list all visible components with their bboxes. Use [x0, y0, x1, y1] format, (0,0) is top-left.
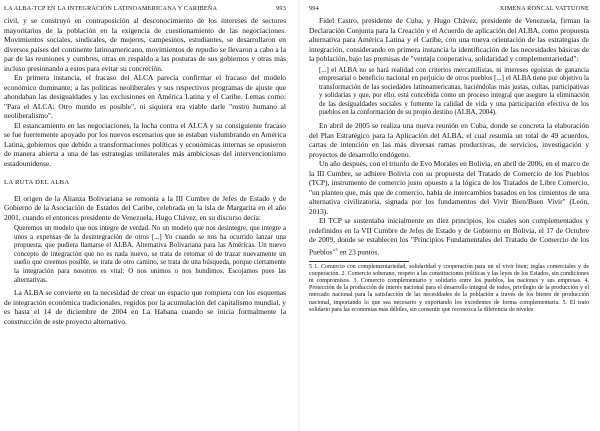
paragraph: civil, y se construyó en contraposición al desconocimiento de los intereses de sectores mayoritarios de la población en la exigencia de cuestionamiento de las negociaciones. Movimientos sociales, sindicales, de mujeres, campesinos, estudiantes, se desarrollaron en diversos países del continente latinoamericano, movimientos de repudio se llevaron a cabo a la par de las reuniones y cumbres, otras en respaldo a las posturas de sus gobiernos y otras más incluso presionando a estos para evitar su concreción. — [4, 16, 286, 73]
paragraph-text: El TCP se sustentaba inicialmente en diez principios, los cuales son complementados y redefinidos en la VII Cumbre de Jefes de Estado y de Gobierno en Bolivia, el 17 de Octubre de 2009, donde se establecen los "Principios Fundamentales del Tratado de Comercio de los Pueblos" — [309, 216, 589, 257]
paragraph: En abril de 2005 se realiza una nueva reunión en Cuba, donde se concreta la elaboración del Plan Estratégico para la Aplicación del ALBA, el cual resumía un total de 49 acuerdos, cartas de intención en las más diversas ramas productivas, de servicios, investigación y proyectos de desarrollo endógeno. — [309, 121, 589, 159]
left-running-title: LA ALBA-TCP EN LA INTEGRACIÓN LATINOAMERICANA Y CARIBEÑA — [4, 5, 218, 12]
paragraph: En primera instancia, el fracaso del ALCA parecía confirmar el fracaso del modelo económico dominante; a las políticas neoliberales y sus respectivos programas de ajuste que ahondaban las desigualdades y las exclusiones en América Latina y el Caribe. Lemas como: "Para el ALCA: Otro mundo es posible", ni siquiera era viable darle "rostro humano al neoliberalismo". — [4, 73, 286, 120]
paragraph — [309, 216, 589, 256]
left-page-header — [4, 4, 286, 13]
block-quote — [14, 225, 286, 285]
left-page-body — [0, 13, 292, 326]
right-running-title: XIMENA RONCAL VATTUONE — [499, 5, 589, 12]
left-page-number: 993 — [276, 5, 286, 12]
quote-text: Queremos un modelo que nos integre de verdad. No un modelo que nos desintegre, que integre a unos a expensas de la desintegración de otros [...] Yo cuando se nos ha ocurrido lanzar una propuesta, que pudiera llamarse el ALBA, Alternativa Bolivariana para las Américas. Un nuevo concepto de integración que no es nada nuevo, se trata de retomar el de trazar nuevamente un sueño que creemos posible, se trata de otro camino, se trata de una búsqueda, porque ciertamente la integración para nosotros es vital: O nos unimos o nos hundimos. Escojamos pues las alternativas. — [14, 225, 286, 284]
block-quote — [319, 67, 589, 119]
paragraph-text-end: en 23 puntos. — [339, 247, 380, 257]
footnote-reference: 5 — [335, 246, 338, 252]
paragraph: La ALBA se convierte en la necesidad de crear un espacio que rompiera con los esquemas de integración económica tradicionales, regidos por la acumulación del capitalismo mundial, y es hasta el 14 de diciembre de 2004 en La Habana cuando se inicia formalmente la construcción de este proyecto alternativo. — [4, 288, 286, 326]
left-page — [0, 0, 292, 431]
paragraph: El origen de la Alianza Bolivariana se remonta a la III Cumbre de Jefes de Estado y de Gobierno de la Asociación de Estados del Caribe, celebrada en la isla de Margarita en el año 2001, cuando el entonces presidente de Venezuela, Hugo Chávez, en su discurso decía: — [4, 193, 286, 222]
footnote: 5 1. Comercio con complementariedad, solidaridad y cooperación para un el vivir bien; reglas comerciales y de cooperación. 2. Comercio soberano, respeto a las constituciones políticas y las leyes de los Estados, sin condiciones ni compromisos. 3. Comercio complementario y solidario entre los pueblos, las naciones y sus empresas. 4. Protección de la producción de interés nacional para el desarrollo integral de todos, privilegio de la producción y el mercado nacional para la satisfacción de las necesidades de la población a través de los bienes de producción nacional, importando lo que sea necesario y exportando los excedentes de forma complementaria. 5. El trato solidario para las economías más débiles, sin consentir que reconozca la diferencia de niveles — [309, 263, 589, 313]
right-page-number: 994 — [309, 5, 319, 12]
paragraph: El estancamiento en las negociaciones, la lucha contra el ALCA y su consiguiente fracaso se fue fuertemente apoyado por los nuevos escenarios que se estaban vislumbrando en América Latina, gobiernos que debido a transformaciones políticas y económicas internas se opusieron de manera abierta a una de las estrategias unilaterales más ambiciosas del intervencionismo estadounidense. — [4, 120, 286, 168]
section-heading: LA RUTA DEL ALBA — [4, 179, 70, 186]
paragraph: Fidel Castro, presidente de Cuba, y Hugo Chávez, presidente de Venezuela, firman la Declaración Conjunta para la Creación y el Acuerdo de aplicación del ALBA, como propuesta alternativa para América Latina y el Caribe, con una nueva orientación de las estrategias de integración, considerando en primera instancia la identificación de las necesidades básicas de la población, bajo las premisas de "ventaja cooperativa, solidaridad y complementariedad": — [309, 16, 589, 63]
quote-text: [...] el ALBA no se hará realidad con criterios mercantilistas, ni intereses egoístas de ganancia empresarial o beneficio nacional en perjuicio de otros pueblos [...] el ALBA tiene por objetivo la transformación de las sociedades latinoamericanas, haciéndolas más justas, cultas, participativas y solidarias y que, por ello, está concebida como un proceso integral que asegure la eliminación de las desigualdades sociales y fomente la calidad de vida y una participación efectiva de los pueblos en la conformación de su propio destino (ALBA, 2004). — [319, 66, 589, 117]
right-page-body — [305, 13, 595, 314]
paragraph: Un año después, con el triunfo de Evo Morales en Bolivia, en abril de 2006, en el marco de la III Cumbre, se adhiere Bolivia con su propuesta del Tratado de Comercio de los Pueblos (TCP), instrumento de comercio justo opuesto a la lógica de los Tratados de Libre Comercio, "un planteo que, más que de comercio, habla de intercambios basados en los cimientos de una alternativa civilizatoria, signada por los fundamentos del Vivir Bien/Buen Vivir" (León, 2013). — [309, 159, 589, 216]
page-gutter — [298, 0, 300, 431]
right-page — [305, 0, 595, 431]
right-page-header — [309, 4, 589, 13]
footnote-rule — [309, 261, 409, 262]
